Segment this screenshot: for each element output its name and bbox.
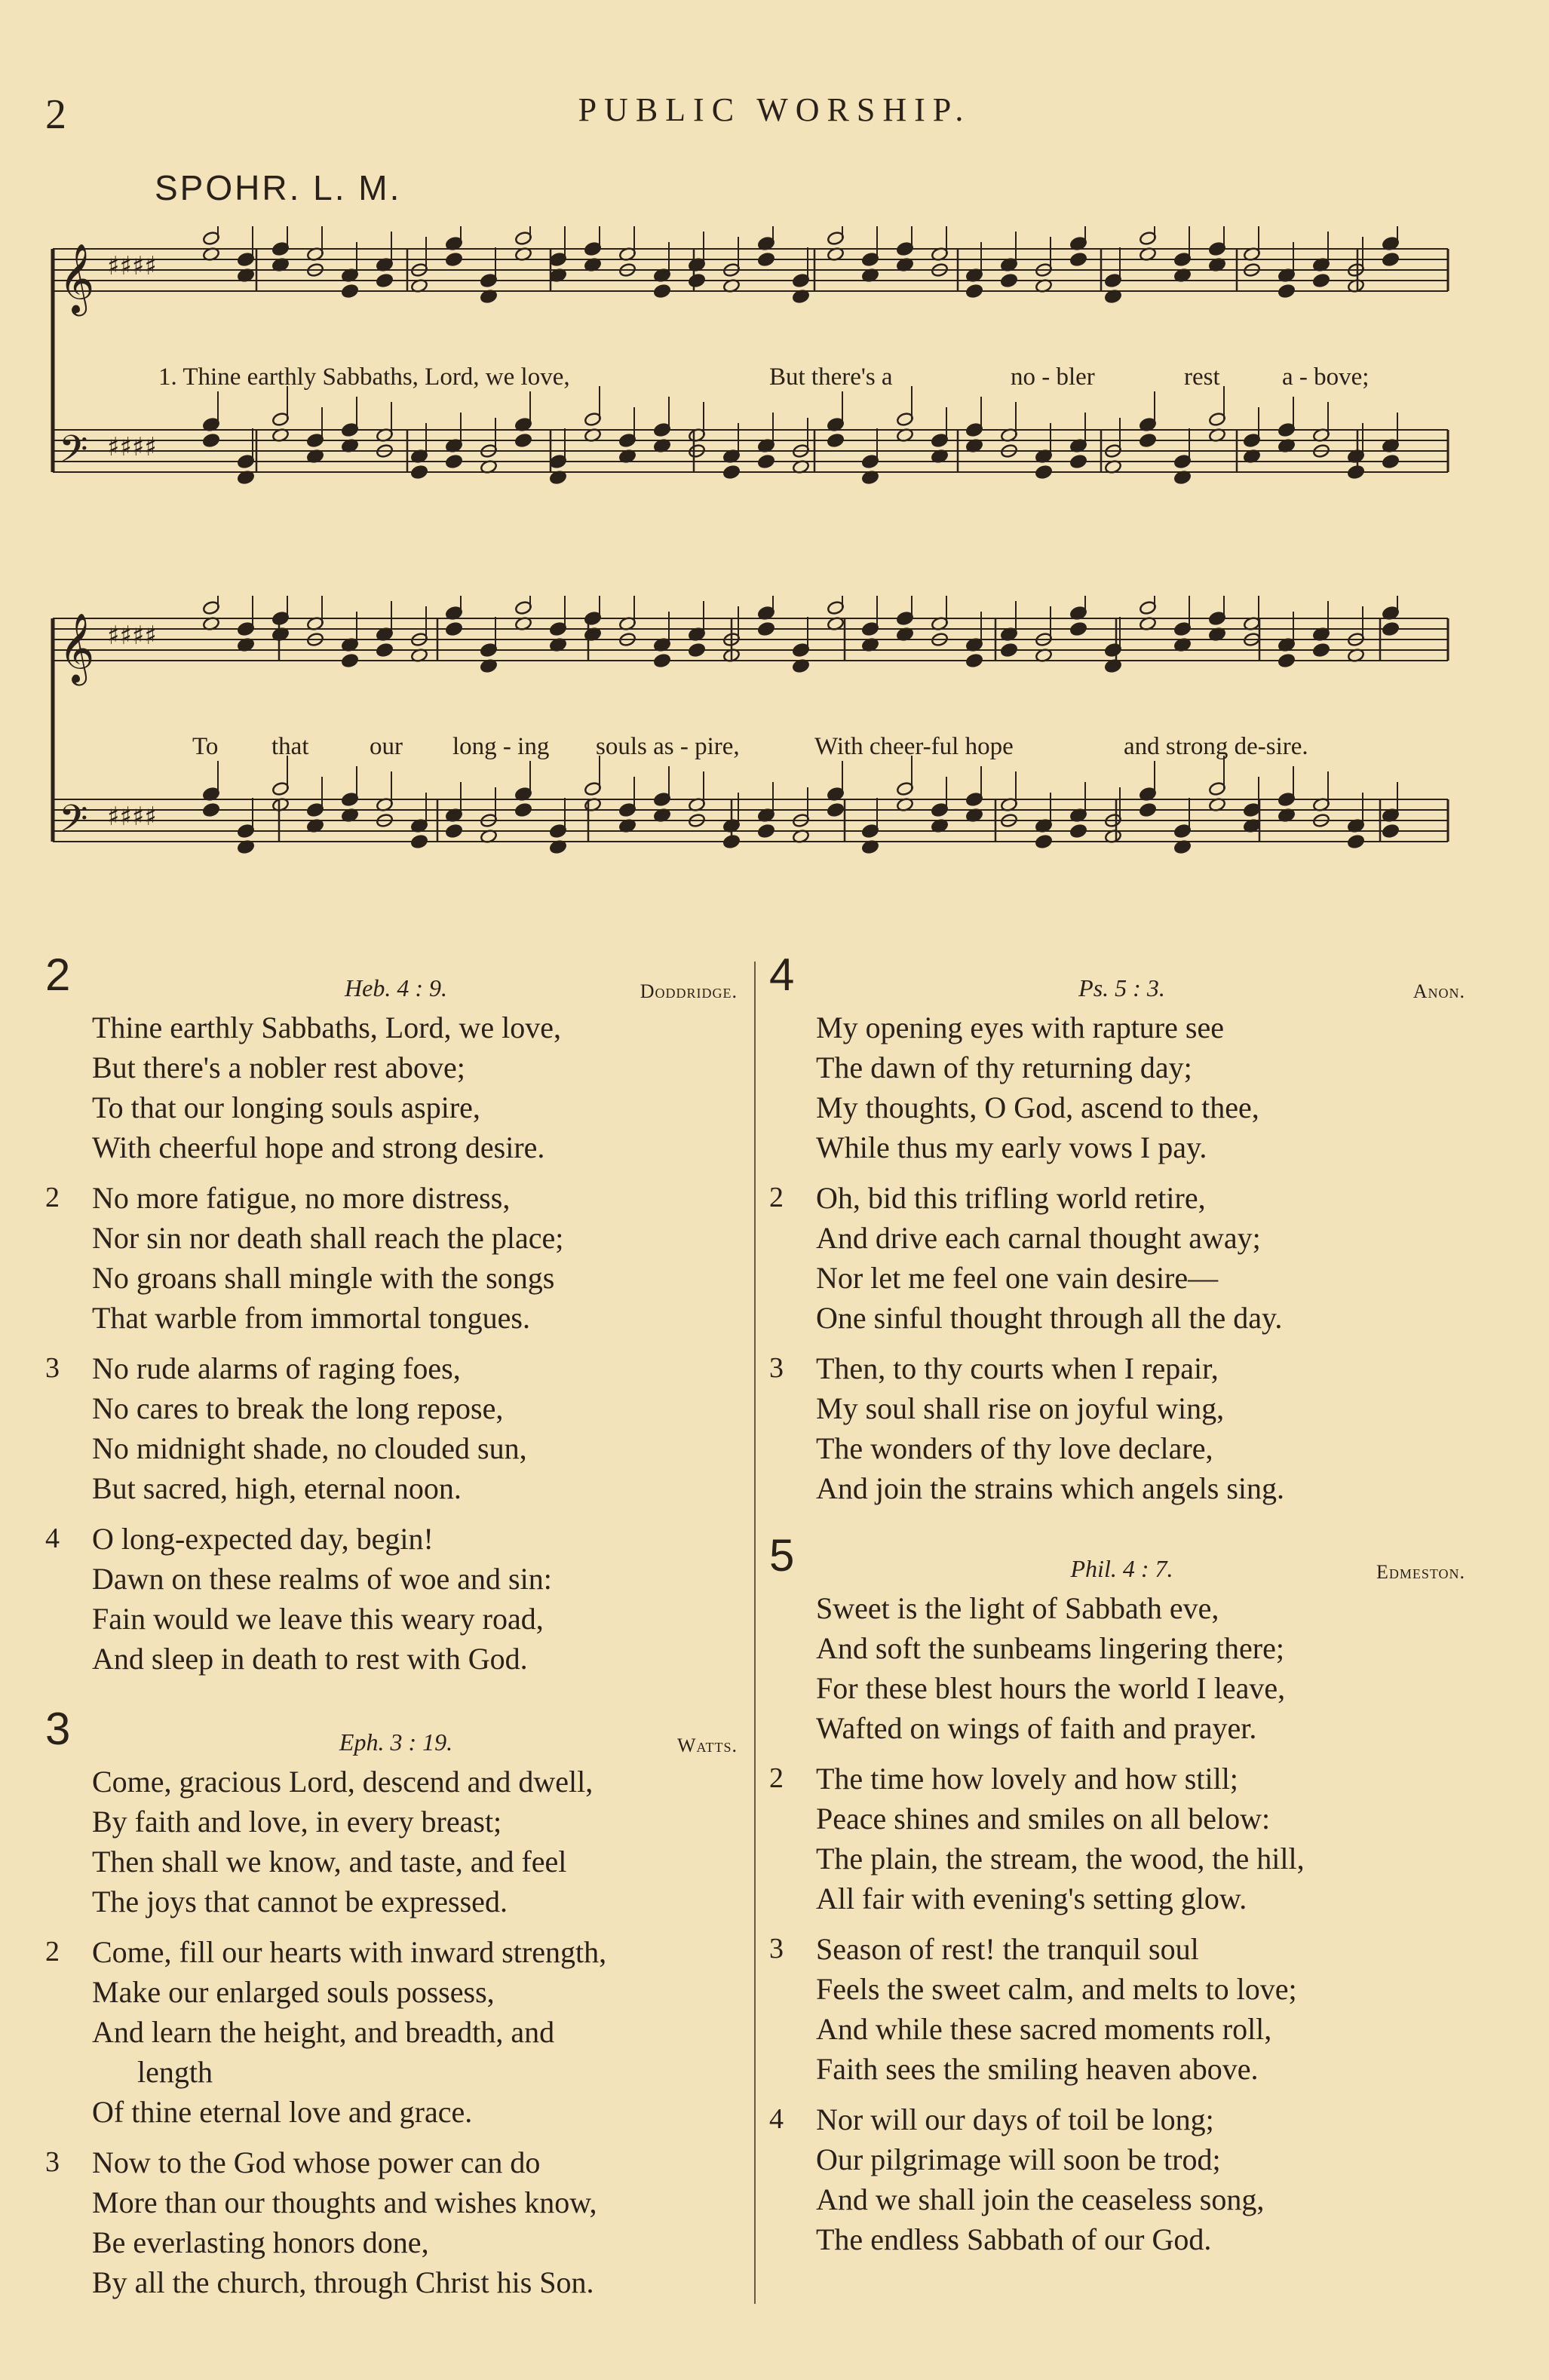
verse-line: For these blest hours the world I leave, bbox=[816, 1671, 1286, 1705]
verse-line: Nor will our days of toil be long; bbox=[816, 2102, 1214, 2136]
lyric-segment: But there's a bbox=[769, 363, 893, 391]
note-head bbox=[1347, 834, 1365, 849]
key-signature-icon: ♯♯♯♯ bbox=[107, 802, 157, 832]
verse-line: My opening eyes with rapture see bbox=[816, 1011, 1224, 1044]
verse-line: While thus my early vows I pay. bbox=[816, 1130, 1207, 1164]
stanza bbox=[45, 1932, 747, 2132]
note-head bbox=[376, 643, 394, 658]
verse-line: Come, gracious Lord, descend and dwell, bbox=[92, 1765, 594, 1799]
verse-line: Fain would we leave this weary road, bbox=[92, 1602, 544, 1636]
stanza bbox=[769, 1348, 1474, 1508]
lyric-segment: To bbox=[192, 733, 219, 760]
music-system-1 bbox=[30, 226, 1455, 558]
verse-line: But sacred, high, eternal noon. bbox=[92, 1471, 462, 1505]
stanza bbox=[45, 2142, 747, 2302]
verse-line: Dawn on these realms of woe and sin: bbox=[92, 1562, 552, 1596]
note-head bbox=[341, 284, 359, 299]
lyric-segment: our bbox=[370, 733, 403, 760]
verse-line: Come, fill our hearts with inward strength, bbox=[92, 1935, 607, 1969]
verse-line: The plain, the stream, the wood, the hill, bbox=[816, 1842, 1305, 1875]
key-signature-icon: ♯♯♯♯ bbox=[107, 251, 157, 281]
note-head bbox=[202, 433, 220, 448]
note-head bbox=[1069, 454, 1087, 469]
note-head bbox=[653, 284, 671, 299]
note-head bbox=[202, 802, 220, 817]
note-head bbox=[1000, 643, 1018, 658]
note-head bbox=[965, 284, 983, 299]
treble-clef-icon: 𝄞 bbox=[59, 243, 95, 313]
note-head bbox=[514, 802, 532, 817]
note-head bbox=[1278, 284, 1296, 299]
hymn-heading bbox=[45, 949, 747, 1008]
verse-line: My soul shall rise on joyful wing, bbox=[816, 1391, 1225, 1425]
verse-line: To that our longing souls aspire, bbox=[92, 1090, 480, 1124]
stanza bbox=[769, 2099, 1474, 2259]
verse-line: Then shall we know, and taste, and feel bbox=[92, 1845, 567, 1879]
verse-line: The wonders of thy love declare, bbox=[816, 1431, 1213, 1465]
note-head bbox=[653, 653, 671, 668]
verse-line: Season of rest! the tranquil soul bbox=[816, 1932, 1199, 1966]
column-divider bbox=[754, 962, 756, 2304]
note-head bbox=[1312, 643, 1330, 658]
verse-line: And sleep in death to rest with God. bbox=[92, 1642, 528, 1676]
bass-clef-icon: 𝄢 bbox=[59, 428, 88, 480]
note-head bbox=[410, 465, 428, 480]
note-head bbox=[965, 653, 983, 668]
tune-name: SPOHR. L. M. bbox=[155, 168, 402, 207]
lyric-segment: that bbox=[271, 733, 309, 760]
hymn-number: 5 bbox=[769, 1530, 795, 1581]
verse-line: Of thine eternal love and grace. bbox=[92, 2095, 473, 2129]
note-head bbox=[827, 802, 845, 817]
stanza-number: 3 bbox=[769, 1352, 784, 1384]
note-head bbox=[1139, 433, 1157, 448]
note-head bbox=[341, 653, 359, 668]
note-head bbox=[688, 273, 706, 288]
note-head bbox=[1000, 273, 1018, 288]
key-signature-icon: ♯♯♯♯ bbox=[107, 621, 157, 651]
key-signature-icon: ♯♯♯♯ bbox=[107, 432, 157, 462]
note-head bbox=[757, 454, 775, 469]
verse-line: Make our enlarged souls possess, bbox=[92, 1975, 495, 2009]
hymn-heading bbox=[769, 1530, 1474, 1588]
stanza bbox=[45, 1348, 747, 1508]
lyric-segment: With cheer-ful hope bbox=[814, 733, 1014, 760]
verse-line: Our pilgrimage will soon be trod; bbox=[816, 2142, 1221, 2176]
note-head bbox=[514, 433, 532, 448]
verse-line: And while these sacred moments roll, bbox=[816, 2012, 1272, 2046]
note-head bbox=[1312, 273, 1330, 288]
verse-line: Wafted on wings of faith and prayer. bbox=[816, 1711, 1257, 1745]
stanza bbox=[45, 1519, 747, 1679]
treble-clef-icon: 𝄞 bbox=[59, 612, 95, 682]
note-head bbox=[1382, 823, 1400, 839]
verse-line: That warble from immortal tongues. bbox=[92, 1301, 530, 1335]
scripture-reference: Eph. 3 : 19. bbox=[339, 1728, 453, 1756]
hymn-number: 4 bbox=[769, 949, 795, 1000]
hymn-author: Doddridge. bbox=[640, 980, 738, 1002]
note-head bbox=[445, 621, 463, 636]
note-head bbox=[1382, 252, 1400, 267]
verse-line: Now to the God whose power can do bbox=[92, 2145, 541, 2179]
note-head bbox=[445, 823, 463, 839]
verse-line: By faith and love, in every breast; bbox=[92, 1805, 502, 1839]
hymn-heading bbox=[45, 1704, 747, 1762]
stanza bbox=[769, 1588, 1474, 1748]
stanza-number: 2 bbox=[769, 1182, 784, 1213]
stanza-number: 2 bbox=[45, 1182, 60, 1213]
hymn-author: Anon. bbox=[1413, 980, 1465, 1002]
running-title: PUBLIC WORSHIP. bbox=[578, 91, 971, 128]
verse-line: And we shall join the ceaseless song, bbox=[816, 2182, 1265, 2216]
hymn-3 bbox=[45, 1704, 747, 2313]
verse-line: Peace shines and smiles on all below: bbox=[816, 1802, 1271, 1836]
verse-line: The time how lovely and how still; bbox=[816, 1762, 1238, 1796]
stanza bbox=[45, 1008, 747, 1167]
note-head bbox=[1069, 621, 1087, 636]
verse-line: Feels the sweet calm, and melts to love; bbox=[816, 1972, 1297, 2006]
verse-line: And join the strains which angels sing. bbox=[816, 1471, 1285, 1505]
verse-line: And soft the sunbeams lingering there; bbox=[816, 1631, 1284, 1665]
scripture-reference: Phil. 4 : 7. bbox=[1070, 1555, 1173, 1582]
hymn-author: Edmeston. bbox=[1376, 1561, 1465, 1583]
verse-line: The endless Sabbath of our God. bbox=[816, 2222, 1212, 2256]
note-head bbox=[757, 823, 775, 839]
note-head bbox=[1069, 823, 1087, 839]
stanza bbox=[769, 1008, 1474, 1167]
note-head bbox=[445, 454, 463, 469]
verse-line: Be everlasting honors done, bbox=[92, 2225, 429, 2259]
hymn-number: 2 bbox=[45, 949, 71, 1000]
note-head bbox=[1382, 454, 1400, 469]
verse-line: No groans shall mingle with the songs bbox=[92, 1261, 555, 1295]
verse-line: Nor let me feel one vain desire— bbox=[816, 1261, 1219, 1295]
lyric-segment: souls as - pire, bbox=[596, 733, 740, 760]
page-number: 2 bbox=[45, 91, 66, 138]
lyric-segment: 1. Thine earthly Sabbaths, Lord, we love, bbox=[158, 363, 570, 391]
hymn-4 bbox=[769, 949, 1474, 1519]
verse-line: One sinful thought through all the day. bbox=[816, 1301, 1283, 1335]
verse-line: length bbox=[137, 2055, 213, 2089]
hymn-number: 3 bbox=[45, 1704, 71, 1754]
note-head bbox=[410, 834, 428, 849]
hymn-heading bbox=[769, 949, 1474, 1008]
stanza bbox=[45, 1178, 747, 1338]
note-head bbox=[1278, 653, 1296, 668]
note-head bbox=[1035, 465, 1053, 480]
note-head bbox=[1035, 834, 1053, 849]
verse-line: Then, to thy courts when I repair, bbox=[816, 1351, 1219, 1385]
music-system-2 bbox=[30, 596, 1455, 928]
lyric-segment: a - bove; bbox=[1282, 363, 1370, 391]
lyric-segment: no - bler bbox=[1011, 363, 1095, 391]
stanza-number: 3 bbox=[769, 1933, 784, 1964]
stanza bbox=[769, 1759, 1474, 1918]
verse-line: The dawn of thy returning day; bbox=[816, 1050, 1192, 1084]
verse-line: No more fatigue, no more distress, bbox=[92, 1181, 511, 1215]
verse-line: And learn the height, and breadth, and bbox=[92, 2015, 555, 2049]
stanza-number: 2 bbox=[45, 1936, 60, 1967]
hymn-2 bbox=[45, 949, 747, 1689]
note-head bbox=[1382, 621, 1400, 636]
stanza bbox=[769, 1929, 1474, 2089]
verse-line: No rude alarms of raging foes, bbox=[92, 1351, 461, 1385]
note-head bbox=[722, 834, 741, 849]
verse-line: No midnight shade, no clouded sun, bbox=[92, 1431, 527, 1465]
note-head bbox=[1139, 802, 1157, 817]
bass-clef-icon: 𝄢 bbox=[59, 797, 88, 850]
note-head bbox=[1069, 252, 1087, 267]
note-head bbox=[757, 621, 775, 636]
lyric-segment: long - ing bbox=[452, 733, 550, 760]
note-head bbox=[445, 252, 463, 267]
lyric-segment: rest bbox=[1184, 363, 1220, 391]
hymn-5 bbox=[769, 1530, 1474, 2270]
verse-line: With cheerful hope and strong desire. bbox=[92, 1130, 545, 1164]
verse-line: And drive each carnal thought away; bbox=[816, 1221, 1261, 1255]
verse-line: The joys that cannot be expressed. bbox=[92, 1885, 508, 1918]
stanza-number: 4 bbox=[769, 2103, 784, 2135]
lyric-segment: and strong de-sire. bbox=[1124, 733, 1308, 760]
note-head bbox=[757, 252, 775, 267]
stanza-number: 3 bbox=[45, 2146, 60, 2178]
stanza-number: 2 bbox=[769, 1762, 784, 1794]
note-head bbox=[1347, 465, 1365, 480]
verse-line: Sweet is the light of Sabbath eve, bbox=[816, 1591, 1219, 1625]
verse-line: Thine earthly Sabbaths, Lord, we love, bbox=[92, 1011, 562, 1044]
hymn-author: Watts. bbox=[676, 1734, 738, 1756]
verse-line: All fair with evening's setting glow. bbox=[816, 1882, 1247, 1915]
verse-line: Faith sees the smiling heaven above. bbox=[816, 2052, 1259, 2086]
stanza-number: 3 bbox=[45, 1352, 60, 1384]
note-head bbox=[376, 273, 394, 288]
score-system-1 bbox=[30, 226, 1455, 558]
verse-line: Oh, bid this trifling world retire, bbox=[816, 1181, 1206, 1215]
verse-line: O long-expected day, begin! bbox=[92, 1522, 434, 1556]
scripture-reference: Ps. 5 : 3. bbox=[1078, 974, 1165, 1001]
stanza-number: 4 bbox=[45, 1523, 60, 1554]
verse-line: No cares to break the long repose, bbox=[92, 1391, 504, 1425]
score-system-2 bbox=[30, 596, 1455, 928]
verse-line: My thoughts, O God, ascend to thee, bbox=[816, 1090, 1259, 1124]
verse-line: Nor sin nor death shall reach the place; bbox=[92, 1221, 564, 1255]
note-head bbox=[722, 465, 741, 480]
verse-line: But there's a nobler rest above; bbox=[92, 1050, 465, 1084]
scripture-reference: Heb. 4 : 9. bbox=[345, 974, 447, 1001]
note-head bbox=[688, 643, 706, 658]
stanza bbox=[769, 1178, 1474, 1338]
note-head bbox=[827, 433, 845, 448]
verse-line: By all the church, through Christ his Son. bbox=[92, 2265, 594, 2299]
stanza bbox=[45, 1762, 747, 1921]
verse-line: More than our thoughts and wishes know, bbox=[92, 2185, 597, 2219]
